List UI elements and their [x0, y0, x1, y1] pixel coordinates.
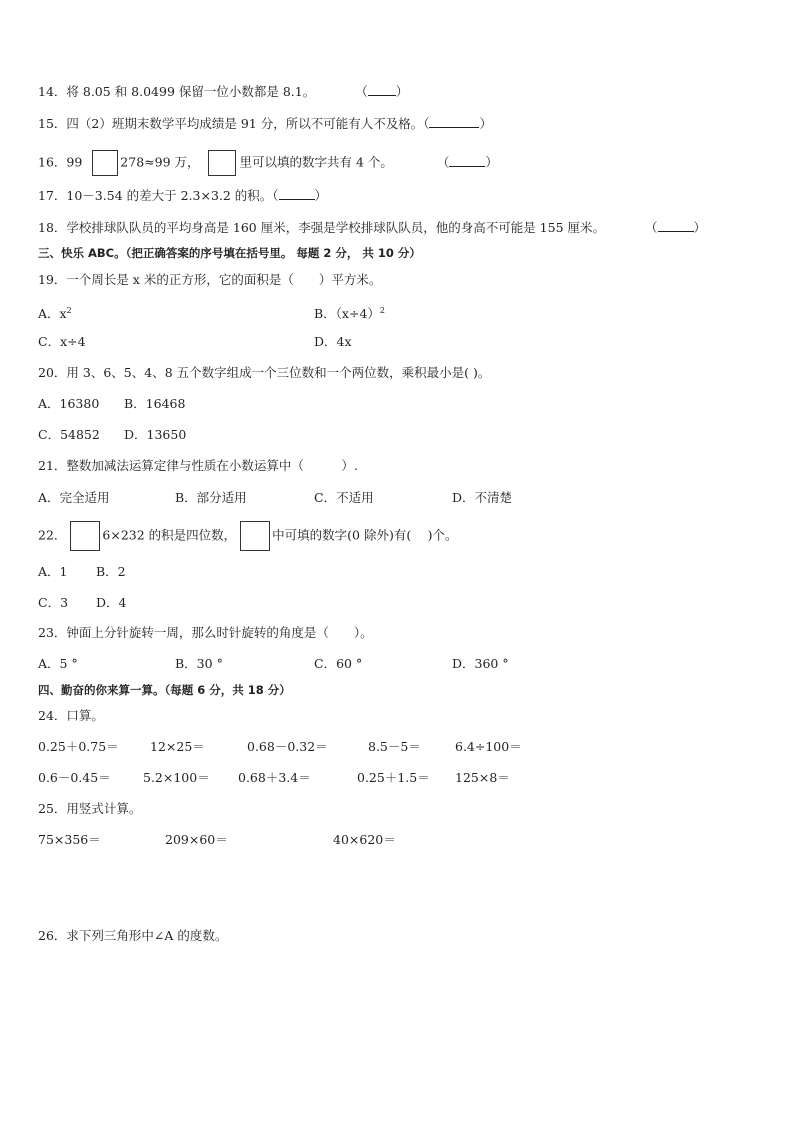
- question-16: 16．99 278≈99 万， 里可以填的数字共有 4 个。 （ ）: [38, 150, 498, 176]
- option-c[interactable]: C．不适用: [314, 490, 374, 505]
- option-d[interactable]: D．4x: [314, 334, 352, 349]
- mental-calc-item: 8.5－5＝: [368, 739, 421, 754]
- mental-calc-item: 5.2×100＝: [143, 770, 210, 785]
- answer-blank[interactable]: [449, 155, 485, 167]
- answer-blank[interactable]: [429, 116, 479, 128]
- question-19-stem: 19．一个周长是 x 米的正方形，它的面积是（ ）平方米。: [38, 272, 382, 287]
- option-a[interactable]: A．完全适用: [38, 490, 110, 505]
- question-23-stem: 23．钟面上分针旋转一周，那么时针旋转的角度是（ ）。: [38, 625, 373, 640]
- section-3-heading: 三、快乐 ABC。（把正确答案的序号填在括号里。 每题 2 分， 共 10 分）: [38, 246, 421, 260]
- vertical-calc-item: 209×60＝: [165, 832, 228, 847]
- question-20-stem: 20．用 3、6、5、4、8 五个数字组成一个三位数和一个两位数，乘积最小是( )。: [38, 365, 491, 380]
- mental-calc-item: 0.25＋1.5＝: [357, 770, 430, 785]
- digit-box[interactable]: [92, 150, 118, 176]
- option-b[interactable]: B．2: [96, 564, 126, 579]
- option-d[interactable]: D．360 °: [452, 656, 509, 671]
- question-text: 14．将 8.05 和 8.0499 保留一位小数都是 8.1。: [38, 84, 316, 99]
- question-text: 17．10－3.54 的差大于 2.3×3.2 的积。（: [38, 188, 279, 203]
- option-c[interactable]: C．3: [38, 595, 69, 610]
- option-d[interactable]: D．13650: [124, 427, 187, 442]
- digit-box[interactable]: [208, 150, 236, 176]
- question-21-stem: 21．整数加减法运算定律与性质在小数运算中（ ）.: [38, 458, 358, 473]
- question-22-stem: 22． 6×232 的积是四位数， 中可填的数字(0 除外)有( )个。: [38, 521, 458, 551]
- question-17: 17．10－3.54 的差大于 2.3×3.2 的积。（ ）: [38, 188, 328, 203]
- option-a[interactable]: A．16380: [38, 396, 100, 411]
- answer-blank[interactable]: [658, 220, 694, 232]
- option-c[interactable]: C．60 °: [314, 656, 363, 671]
- question-25-stem: 25．用竖式计算。: [38, 801, 142, 816]
- digit-box[interactable]: [70, 521, 100, 551]
- option-b[interactable]: B．30 °: [175, 656, 223, 671]
- question-24-stem: 24．口算。: [38, 708, 104, 723]
- option-d[interactable]: D．不清楚: [452, 490, 513, 505]
- digit-box[interactable]: [240, 521, 270, 551]
- question-14: 14．将 8.05 和 8.0499 保留一位小数都是 8.1。 （ ）: [38, 84, 409, 99]
- option-c[interactable]: C．54852: [38, 427, 100, 442]
- mental-calc-item: 0.68－0.32＝: [247, 739, 328, 754]
- question-15: 15．四（2）班期末数学平均成绩是 91 分，所以不可能有人不及格。（ ）: [38, 116, 492, 131]
- option-a[interactable]: A．$x^2$: [38, 306, 72, 322]
- mental-calc-item: 0.25＋0.75＝: [38, 739, 119, 754]
- option-a[interactable]: A．5 °: [38, 656, 78, 671]
- mental-calc-item: 0.6－0.45＝: [38, 770, 111, 785]
- mental-calc-item: 0.68＋3.4＝: [238, 770, 311, 785]
- option-a[interactable]: A．1: [38, 564, 68, 579]
- option-b[interactable]: B．$(x\div 4)^2$: [314, 306, 386, 322]
- section-4-heading: 四、勤奋的你来算一算。（每题 6 分，共 18 分）: [38, 683, 291, 697]
- question-text: 15．四（2）班期末数学平均成绩是 91 分，所以不可能有人不及格。（: [38, 116, 430, 131]
- question-26-stem: 26．求下列三角形中∠A 的度数。: [38, 928, 228, 943]
- vertical-calc-item: 40×620＝: [333, 832, 396, 847]
- question-18: 18．学校排球队队员的平均身高是 160 厘米，李强是学校排球队队员，他的身高不可能是 155 厘米。 （ ）: [38, 220, 707, 235]
- option-b[interactable]: B．部分适用: [175, 490, 247, 505]
- vertical-calc-item: 75×356＝: [38, 832, 101, 847]
- mental-calc-item: 6.4÷100＝: [455, 739, 522, 754]
- answer-blank[interactable]: [368, 84, 396, 96]
- option-d[interactable]: D．4: [96, 595, 127, 610]
- option-c[interactable]: C．x÷4: [38, 334, 86, 349]
- mental-calc-item: 125×8＝: [455, 770, 510, 785]
- mental-calc-item: 12×25＝: [150, 739, 205, 754]
- answer-blank[interactable]: [279, 188, 315, 200]
- question-text: 18．学校排球队队员的平均身高是 160 厘米，李强是学校排球队队员，他的身高不可能是 155 厘米。: [38, 220, 606, 235]
- option-b[interactable]: B．16468: [124, 396, 186, 411]
